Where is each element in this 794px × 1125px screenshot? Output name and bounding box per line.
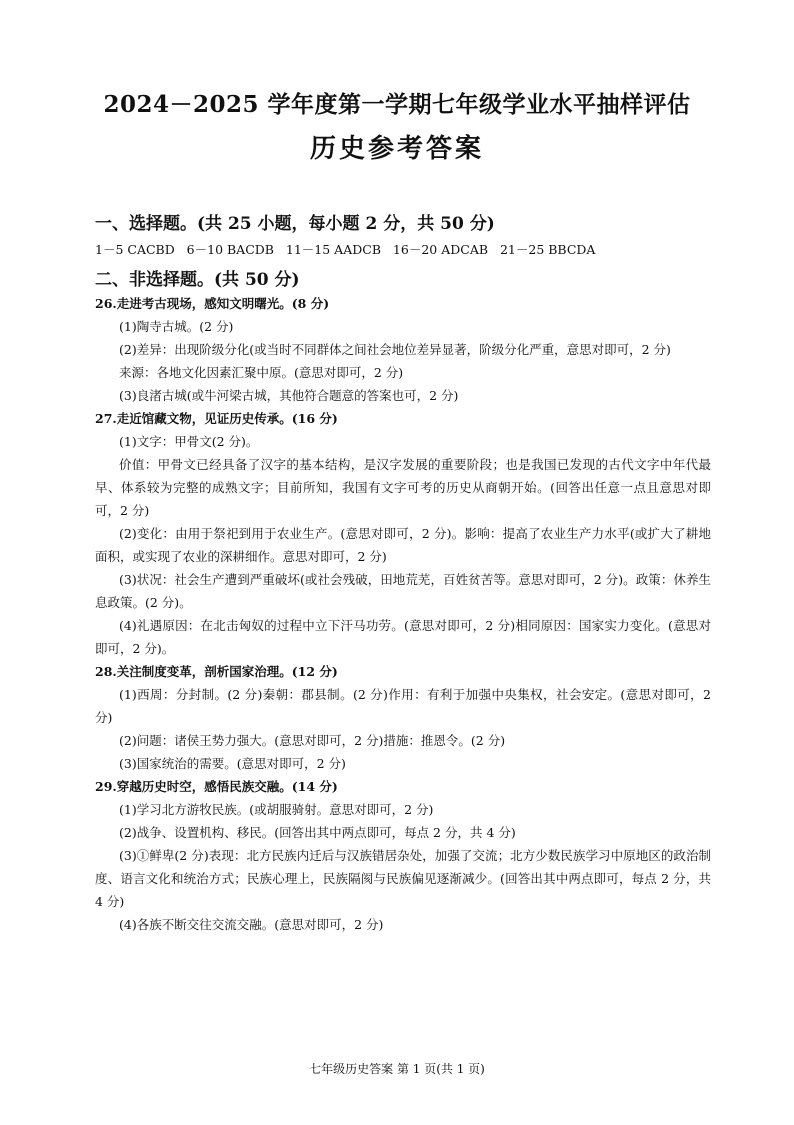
question-title: 28.关注制度变革，剖析国家治理。(12 分)	[95, 664, 338, 679]
answer-line: (3)①鲜卑(2 分)表现：北方民族内迁后与汉族错居杂处，加强了交流；北方少数民族学习中原地区的政治制度、语言文化和统治方式；民族心理上，民族隔阂与民族偏见逐渐减少。(回答出其中两点即可，每点 2 分，共 4 分)	[95, 848, 711, 909]
choice-answers: 1－5 CACBD 6－10 BACDB 11－15 AADCB 16－20 ADCAB 21－25 BBCDA	[95, 242, 596, 257]
answer-line: (4)礼遇原因：在北击匈奴的过程中立下汗马功劳。(意思对即可，2 分)相同原因：国家实力变化。(意思对即可，2 分)。	[95, 618, 711, 656]
answer-line: 价值：甲骨文已经具备了汉字的基本结构，是汉字发展的重要阶段；也是我国已发现的古代文字中年代最早、体系较为完整的成熟文字；目前所知，我国有文字可考的历史从商朝开始。(回答出任意一点且意思对即可，2 分)	[95, 457, 711, 518]
answer-line: (3)国家统治的需要。(意思对即可，2 分)	[119, 756, 346, 771]
question-title: 29.穿越历史时空，感悟民族交融。(14 分)	[95, 779, 338, 794]
answer-line: (1)文字：甲骨文(2 分)。	[119, 434, 259, 449]
page-footer: 七年级历史答案 第 1 页(共 1 页)	[309, 1062, 485, 1076]
answer-line: (2)问题：诸侯王势力强大。(意思对即可，2 分)措施：推恩令。(2 分)	[119, 733, 506, 748]
answer-line: 来源：各地文化因素汇聚中原。(意思对即可，2 分)	[119, 365, 404, 380]
section-heading-choice: 一、选择题。(共 25 小题，每小题 2 分，共 50 分)	[95, 214, 495, 234]
document-body	[95, 212, 711, 936]
answer-line: (2)变化：由用于祭祀到用于农业生产。(意思对即可，2 分)。影响：提高了农业生产力水平(或扩大了耕地面积，或实现了农业的深耕细作。意思对即可，2 分)	[95, 526, 711, 564]
answer-line: (1)西周：分封制。(2 分)秦朝：郡县制。(2 分)作用：有利于加强中央集权，社会安定。(意思对即可，2 分)	[95, 687, 711, 725]
question-title: 26.走进考古现场，感知文明曙光。(8 分)	[95, 296, 330, 311]
answer-line: (4)各族不断交往交流交融。(意思对即可，2 分)	[119, 917, 384, 932]
question-28	[95, 660, 711, 775]
question-27	[95, 407, 711, 660]
question-title: 27.走近馆藏文物，见证历史传承。(16 分)	[95, 411, 338, 426]
answer-line: (3)良渚古城(或牛河梁古城，其他符合题意的答案也可，2 分)	[119, 388, 459, 403]
answer-line: (3)状况：社会生产遭到严重破坏(或社会残破，田地荒芜，百姓贫苦等。意思对即可，2 分)。政策：休养生息政策。(2 分)。	[95, 572, 711, 610]
answer-line: (2)战争、设置机构、移民。(回答出其中两点即可，每点 2 分，共 4 分)	[119, 825, 516, 840]
answer-line: (1)陶寺古城。(2 分)	[119, 319, 234, 334]
document-title: 2024－2025 学年度第一学期七年级学业水平抽样评估	[103, 91, 691, 118]
question-26	[95, 292, 711, 407]
answer-line: (1)学习北方游牧民族。(或胡服骑射。意思对即可，2 分)	[119, 802, 434, 817]
document-subtitle: 历史参考答案	[309, 134, 484, 164]
answer-line: (2)差异：出现阶级分化(或当时不同群体之间社会地位差异显著，阶级分化严重，意思对即可，2 分)	[119, 342, 671, 357]
question-29	[95, 775, 711, 936]
section-heading-nonchoice: 二、非选择题。(共 50 分)	[95, 270, 300, 290]
